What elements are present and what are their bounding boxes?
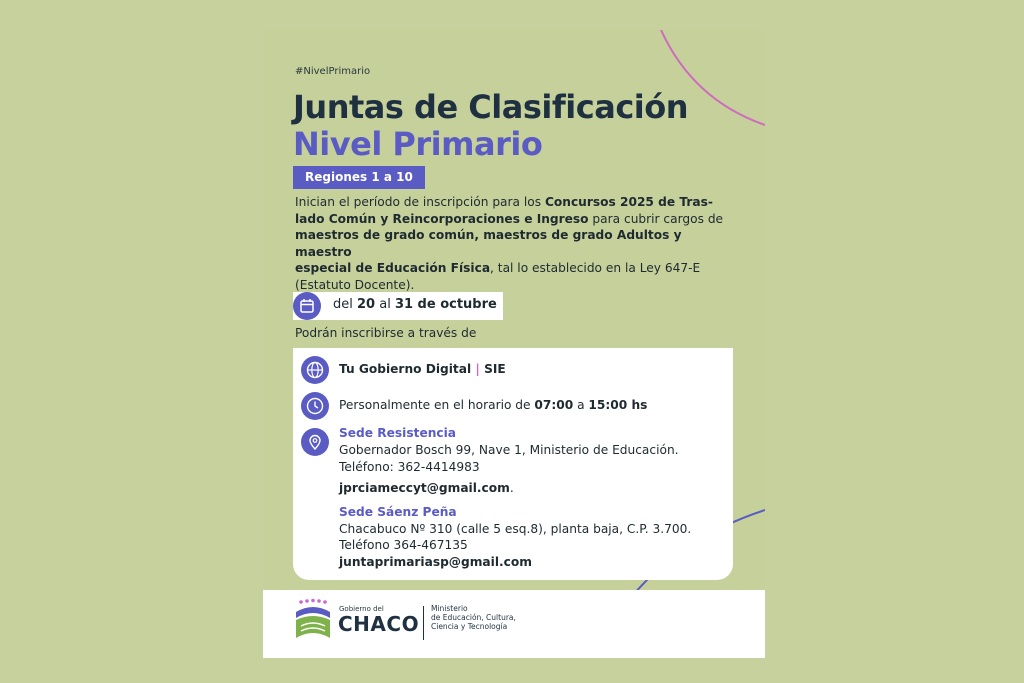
digital-option: Tu Gobierno Digital | SIE [339, 362, 506, 376]
sede-saenz-pena-phone: Teléfono 364-467135 [339, 538, 468, 552]
gobierno-label: Gobierno del [339, 605, 384, 613]
sede-resistencia-address: Gobernador Bosch 99, Nave 1, Ministerio de Educación. [339, 443, 679, 457]
page-subtitle: Nivel Primario [293, 125, 543, 163]
ministry-label: Ministerio de Educación, Cultura, Ciencia y Tecnología [431, 604, 516, 631]
globe-icon [301, 356, 329, 384]
presencial-option: Personalmente en el horario de 07:00 a 15:00 hs [339, 398, 648, 412]
sede-saenz-pena-email[interactable]: juntaprimariasp@gmail.com [339, 555, 532, 569]
registration-info-box [293, 348, 733, 580]
sede-resistencia-email[interactable]: jprciameccyt@gmail.com [339, 481, 510, 495]
chaco-wordmark: CHACO [338, 612, 420, 636]
sede-saenz-pena-address: Chacabuco Nº 310 (calle 5 esq.8), planta baja, C.P. 3.700. [339, 522, 692, 536]
sede-resistencia-email-line: jprciameccyt@gmail.com. [339, 481, 514, 495]
sede-resistencia-phone: Teléfono: 362-4414983 [339, 460, 480, 474]
page-title: Juntas de Clasificación [293, 88, 689, 126]
sede-resistencia-title: Sede Resistencia [339, 426, 457, 440]
sede-saenz-pena-title: Sede Sáenz Peña [339, 505, 457, 519]
footer-divider [423, 606, 424, 640]
hashtag: #NivelPrimario [295, 66, 371, 77]
regions-badge: Regiones 1 a 10 [293, 166, 425, 189]
calendar-icon [293, 292, 321, 320]
footer-logo-bar [263, 590, 765, 658]
location-pin-icon [301, 428, 329, 456]
clock-icon [301, 392, 329, 420]
date-range: del 20 al 31 de octubre [333, 297, 497, 312]
intro-paragraph: Inician el período de inscripción para los Concursos 2025 de Tras- lado Común y Reincorporaciones e Ingreso para cubrir cargos de maestros de grado común, maestros de grado Adultos y maestro especial de Educación Física, tal lo establecido en la Ley 647-E (Estatuto Docente). [295, 195, 724, 292]
registration-intro: Podrán inscribirse a través de [295, 326, 477, 340]
flyer-card [263, 30, 765, 658]
chaco-logo-icon [293, 598, 333, 640]
